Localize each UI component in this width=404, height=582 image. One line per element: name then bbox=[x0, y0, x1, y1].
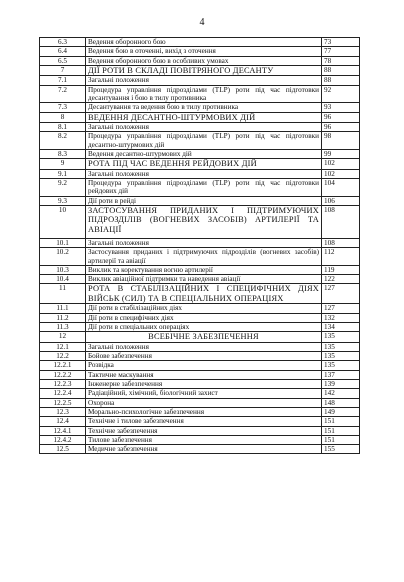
section-number: 7.3 bbox=[40, 103, 86, 112]
section-title: Медичне забезпечення bbox=[86, 445, 322, 454]
toc-row bbox=[40, 76, 360, 85]
section-title: РОТА В СТАБІЛІЗАЦІЙНИХ І СПЕЦИФІЧНИХ ДІЯХ ВІЙСЬК (СИЛ) ТА В СПЕЦІАЛЬНИХ ОПЕРАЦІЯХ bbox=[86, 284, 322, 304]
toc-row bbox=[40, 407, 360, 416]
section-title: Радіаційний, хімічний, біологічний захист bbox=[86, 389, 322, 398]
toc-row bbox=[40, 426, 360, 435]
toc-row bbox=[40, 132, 360, 150]
toc-row bbox=[40, 179, 360, 197]
page-ref: 135 bbox=[322, 352, 360, 361]
toc-row bbox=[40, 284, 360, 304]
toc-row bbox=[40, 389, 360, 398]
page-ref: 148 bbox=[322, 398, 360, 407]
section-title: Охорона bbox=[86, 398, 322, 407]
section-number: 12.4.1 bbox=[40, 426, 86, 435]
section-title: Загальні положення bbox=[86, 342, 322, 351]
page-ref: 93 bbox=[322, 103, 360, 112]
toc-row bbox=[40, 56, 360, 65]
page-ref: 92 bbox=[322, 85, 360, 103]
page-ref: 99 bbox=[322, 149, 360, 158]
section-number: 11 bbox=[40, 284, 86, 304]
page-ref: 135 bbox=[322, 342, 360, 351]
page-ref: 139 bbox=[322, 380, 360, 389]
toc-row bbox=[40, 85, 360, 103]
section-title: ЗАСТОСУВАННЯ ПРИДАНИХ І ПІДТРИМУЮЧИХ ПІДРОЗДІЛІВ (ВОГНЕВИХ ЗАСОБІВ) АРТИЛЕРІЇ ТА АВІАЦІЇ bbox=[86, 205, 322, 238]
toc-body bbox=[40, 38, 360, 454]
section-number: 10.1 bbox=[40, 238, 86, 247]
toc-row bbox=[40, 352, 360, 361]
section-title: Тилове забезпечення bbox=[86, 435, 322, 444]
page-ref: 102 bbox=[322, 169, 360, 178]
page-ref: 88 bbox=[322, 76, 360, 85]
section-title: Процедура управління підрозділами (TLP) роти під час підготовки десантування і бою в тилу противника bbox=[86, 85, 322, 103]
page-ref: 122 bbox=[322, 275, 360, 284]
section-title: ВСЕБІЧНЕ ЗАБЕЗПЕЧЕННЯ bbox=[86, 332, 322, 343]
section-title: Ведення бою в оточенні, вихід з оточення bbox=[86, 47, 322, 56]
section-number: 12.2.5 bbox=[40, 398, 86, 407]
page-ref: 135 bbox=[322, 332, 360, 343]
section-title: Тактичне маскування bbox=[86, 370, 322, 379]
section-number: 9 bbox=[40, 159, 86, 170]
section-title: Дії роти в спеціальних операціях bbox=[86, 323, 322, 332]
section-title: Загальні положення bbox=[86, 123, 322, 132]
toc-row bbox=[40, 47, 360, 56]
section-title: Процедура управління підрозділами (TLP) роти під час підготовки десантно-штурмових дій bbox=[86, 132, 322, 150]
page-ref: 151 bbox=[322, 426, 360, 435]
section-number: 12 bbox=[40, 332, 86, 343]
section-number: 9.3 bbox=[40, 196, 86, 205]
toc-row bbox=[40, 265, 360, 274]
section-number: 12.4 bbox=[40, 417, 86, 426]
section-title: ВЕДЕННЯ ДЕСАНТНО-ШТУРМОВИХ ДІЙ bbox=[86, 112, 322, 123]
toc-row bbox=[40, 159, 360, 170]
section-title: Загальні положення bbox=[86, 76, 322, 85]
section-number: 8.3 bbox=[40, 149, 86, 158]
section-number: 6.3 bbox=[40, 38, 86, 47]
section-number: 8 bbox=[40, 112, 86, 123]
section-number: 9.1 bbox=[40, 169, 86, 178]
toc-row bbox=[40, 313, 360, 322]
toc-row bbox=[40, 112, 360, 123]
section-title: Розвідка bbox=[86, 361, 322, 370]
page-ref: 77 bbox=[322, 47, 360, 56]
section-number: 11.2 bbox=[40, 313, 86, 322]
toc-row bbox=[40, 332, 360, 343]
toc-row bbox=[40, 196, 360, 205]
section-number: 9.2 bbox=[40, 179, 86, 197]
section-number: 12.2.3 bbox=[40, 380, 86, 389]
toc-row bbox=[40, 380, 360, 389]
page-ref: 88 bbox=[322, 65, 360, 76]
toc-row bbox=[40, 445, 360, 454]
page-ref: 127 bbox=[322, 284, 360, 304]
section-number: 11.1 bbox=[40, 304, 86, 313]
toc-row bbox=[40, 149, 360, 158]
toc-row bbox=[40, 238, 360, 247]
section-title: Десантування та ведення бою в тилу противника bbox=[86, 103, 322, 112]
toc-row bbox=[40, 361, 360, 370]
page-ref: 135 bbox=[322, 361, 360, 370]
section-number: 10.2 bbox=[40, 248, 86, 266]
page-ref: 127 bbox=[322, 304, 360, 313]
toc-row bbox=[40, 275, 360, 284]
section-number: 12.2.2 bbox=[40, 370, 86, 379]
section-title: Дії роти в стабілізаційних діях bbox=[86, 304, 322, 313]
page-ref: 102 bbox=[322, 159, 360, 170]
page-ref: 151 bbox=[322, 435, 360, 444]
section-title: Морально-психологічне забезпечення bbox=[86, 407, 322, 416]
section-number: 7.1 bbox=[40, 76, 86, 85]
toc-row bbox=[40, 435, 360, 444]
section-title: Ведення десантно-штурмових дій bbox=[86, 149, 322, 158]
section-title: Виклик та коректування вогню артилерії bbox=[86, 265, 322, 274]
page-ref: 73 bbox=[322, 38, 360, 47]
section-title: Технічне забезпечення bbox=[86, 426, 322, 435]
page-ref: 96 bbox=[322, 112, 360, 123]
page-ref: 119 bbox=[322, 265, 360, 274]
toc-row bbox=[40, 323, 360, 332]
section-title: Бойове забезпечення bbox=[86, 352, 322, 361]
section-number: 12.2.4 bbox=[40, 389, 86, 398]
toc-row bbox=[40, 417, 360, 426]
section-number: 8.1 bbox=[40, 123, 86, 132]
section-number: 10.4 bbox=[40, 275, 86, 284]
section-number: 12.4.2 bbox=[40, 435, 86, 444]
section-title: Ведення оборонного бою в особливих умовах bbox=[86, 56, 322, 65]
toc-row bbox=[40, 370, 360, 379]
section-number: 10.3 bbox=[40, 265, 86, 274]
page-ref: 132 bbox=[322, 313, 360, 322]
section-number: 12.2.1 bbox=[40, 361, 86, 370]
page-ref: 98 bbox=[322, 132, 360, 150]
page-ref: 108 bbox=[322, 238, 360, 247]
page-ref: 137 bbox=[322, 370, 360, 379]
section-number: 12.2 bbox=[40, 352, 86, 361]
section-title: Процедура управління підрозділами (TLP) роти під час підготовки рейдових дій bbox=[86, 179, 322, 197]
page-ref: 112 bbox=[322, 248, 360, 266]
section-title: Дії роти в рейді bbox=[86, 196, 322, 205]
toc-row bbox=[40, 304, 360, 313]
toc-row bbox=[40, 169, 360, 178]
section-title: Інженерне забезпечення bbox=[86, 380, 322, 389]
page-number: 4 bbox=[199, 17, 205, 28]
page-ref: 142 bbox=[322, 389, 360, 398]
section-number: 12.1 bbox=[40, 342, 86, 351]
page-ref: 149 bbox=[322, 407, 360, 416]
toc-row bbox=[40, 65, 360, 76]
toc-row bbox=[40, 123, 360, 132]
page-ref: 134 bbox=[322, 323, 360, 332]
section-title: ДІЇ РОТИ В СКЛАДІ ПОВІТРЯНОГО ДЕСАНТУ bbox=[86, 65, 322, 76]
section-title: Застосування приданих і підтримуючих підрозділів (вогневих засобів) артилерії та авіації bbox=[86, 248, 322, 266]
section-title: Загальні положення bbox=[86, 169, 322, 178]
page-ref: 106 bbox=[322, 196, 360, 205]
page-ref: 96 bbox=[322, 123, 360, 132]
toc-row bbox=[40, 398, 360, 407]
section-number: 8.2 bbox=[40, 132, 86, 150]
page-ref: 155 bbox=[322, 445, 360, 454]
page-ref: 78 bbox=[322, 56, 360, 65]
section-title: Ведення оборонного бою bbox=[86, 38, 322, 47]
section-title: Дії роти в специфічних діях bbox=[86, 313, 322, 322]
section-number: 12.5 bbox=[40, 445, 86, 454]
section-title: Виклик авіаційної підтримки та наведення авіації bbox=[86, 275, 322, 284]
toc-row bbox=[40, 205, 360, 238]
page-ref: 108 bbox=[322, 205, 360, 238]
section-number: 7.2 bbox=[40, 85, 86, 103]
table-of-contents bbox=[39, 37, 360, 454]
section-title: РОТА ПІД ЧАС ВЕДЕННЯ РЕЙДОВИХ ДІЙ bbox=[86, 159, 322, 170]
section-title: Технічне і тилове забезпечення bbox=[86, 417, 322, 426]
page-ref: 151 bbox=[322, 417, 360, 426]
section-number: 7 bbox=[40, 65, 86, 76]
section-title: Загальні положення bbox=[86, 238, 322, 247]
section-number: 11.3 bbox=[40, 323, 86, 332]
section-number: 12.3 bbox=[40, 407, 86, 416]
toc-row bbox=[40, 38, 360, 47]
page-ref: 104 bbox=[322, 179, 360, 197]
section-number: 6.5 bbox=[40, 56, 86, 65]
toc-row bbox=[40, 342, 360, 351]
section-number: 10 bbox=[40, 205, 86, 238]
toc-row bbox=[40, 103, 360, 112]
section-number: 6.4 bbox=[40, 47, 86, 56]
toc-row bbox=[40, 248, 360, 266]
